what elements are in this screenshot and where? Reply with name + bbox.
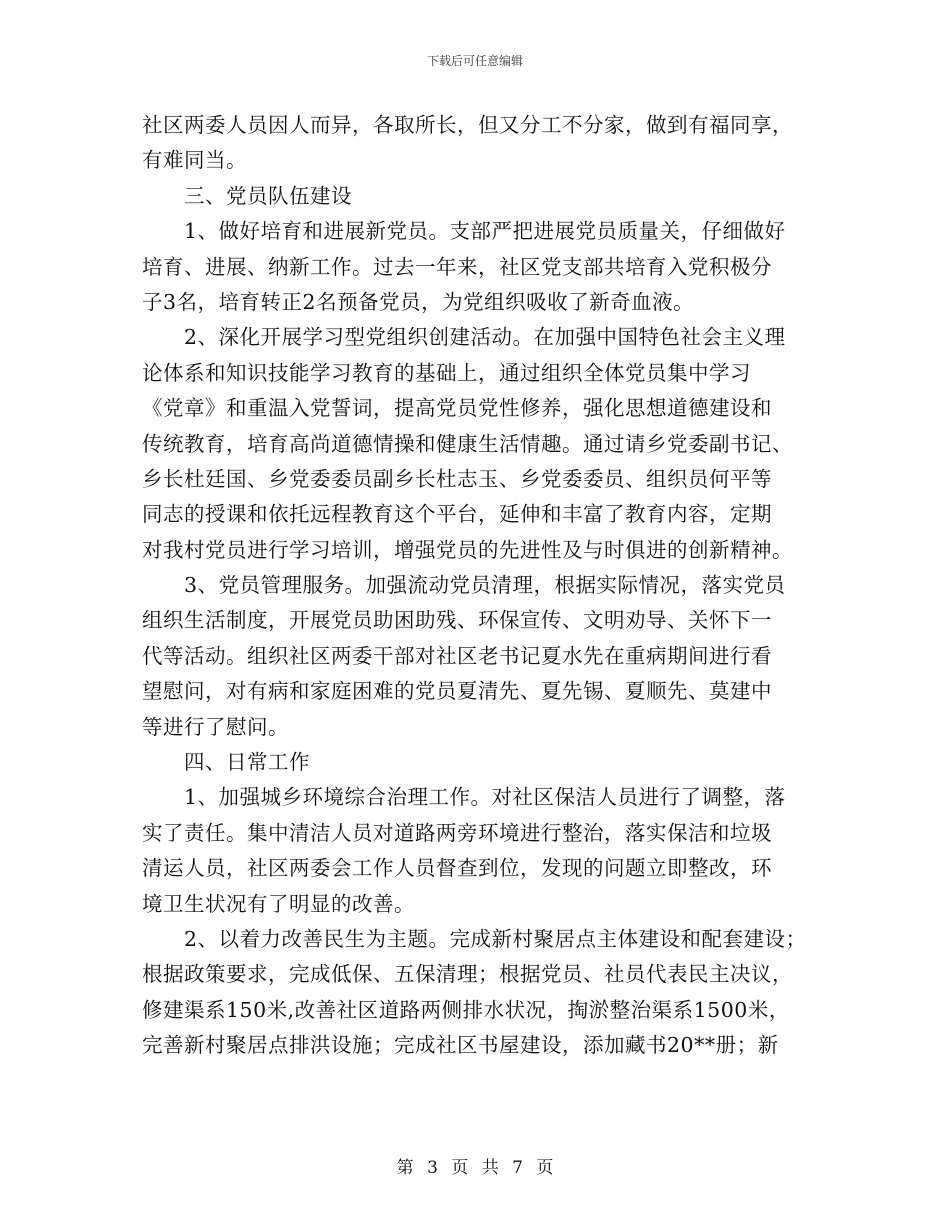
text-line: 根据政策要求，完成低保、五保清理；根据党员、社员代表民主决议， (142, 962, 793, 987)
text-line: 1、做好培育和进展新党员。支部严把进展党员质量关，仔细做好 (184, 219, 786, 244)
text-line: 望慰问，对有病和家庭困难的党员夏清先、夏先锡、夏顺先、莫建中 (142, 679, 772, 704)
text-line: 论体系和知识技能学习教育的基础上，通过组织全体党员集中学习 (142, 360, 751, 385)
text-line: 乡长杜廷国、乡党委委员副乡长杜志玉、乡党委委员、组织员何平等 (142, 466, 772, 491)
page-header: 下载后可任意编辑 (426, 54, 523, 68)
text-line: 社区两委人员因人而异，各取所长，但又分工不分家，做到有福同享， (142, 113, 793, 137)
text-line: 境卫生状况有了明显的改善。 (142, 891, 415, 916)
text-line: 有难同当。 (142, 148, 247, 173)
text-line: 2、以着力改善民生为主题。完成新村聚居点主体建设和配套建设； (184, 926, 807, 951)
text-line: 培育、进展、纳新工作。过去一年来，社区党支部共培育入党积极分 (142, 254, 772, 279)
text-line: 2、深化开展学习型党组织创建活动。在加强中国特色社会主义理 (184, 325, 786, 350)
section-heading: 四、日常工作 (184, 750, 310, 775)
text-line: 3、党员管理服务。加强流动党员清理，根据实际情况，落实党员 (184, 573, 786, 598)
text-line: 子3名，培育转正2名预备党员，为党组织吸收了新奇血液。 (142, 289, 695, 314)
text-line: 《党章》和重温入党誓词，提高党员党性修养，强化思想道德建设和 (142, 396, 772, 421)
text-line: 同志的授课和依托远程教育这个平台，延伸和丰富了教育内容，定期 (142, 502, 772, 527)
text-line: 传统教育，培育高尚道德情操和健康生活情趣。通过请乡党委副书记、 (142, 431, 793, 456)
text-line: 修建渠系150米,改善社区道路两侧排水状况，掏淤整治渠系1500米， (142, 997, 790, 1022)
body-text (142, 108, 822, 1064)
text-line: 对我村党员进行学习培训，增强党员的先进性及与时俱进的创新精神。 (142, 537, 793, 562)
text-line: 代等活动。组织社区两委干部对社区老书记夏水先在重病期间进行看 (142, 643, 772, 668)
text-line: 组织生活制度，开展党员助困助残、环保宣传、文明劝导、关怀下一 (142, 608, 772, 633)
text-line: 1、加强城乡环境综合治理工作。对社区保洁人员进行了调整，落 (184, 785, 786, 810)
page-footer: 第 3 页 共 7 页 (396, 1158, 554, 1178)
section-heading: 三、党员队伍建设 (184, 183, 352, 208)
text-line: 实了责任。集中清洁人员对道路两旁环境进行整治，落实保洁和垃圾 (142, 820, 772, 845)
text-line: 完善新村聚居点排洪设施；完成社区书屋建设，添加藏书20**册；新 (142, 1033, 779, 1058)
text-line: 清运人员，社区两委会工作人员督查到位，发现的问题立即整改，环 (142, 856, 772, 881)
text-line: 等进行了慰问。 (142, 714, 289, 739)
